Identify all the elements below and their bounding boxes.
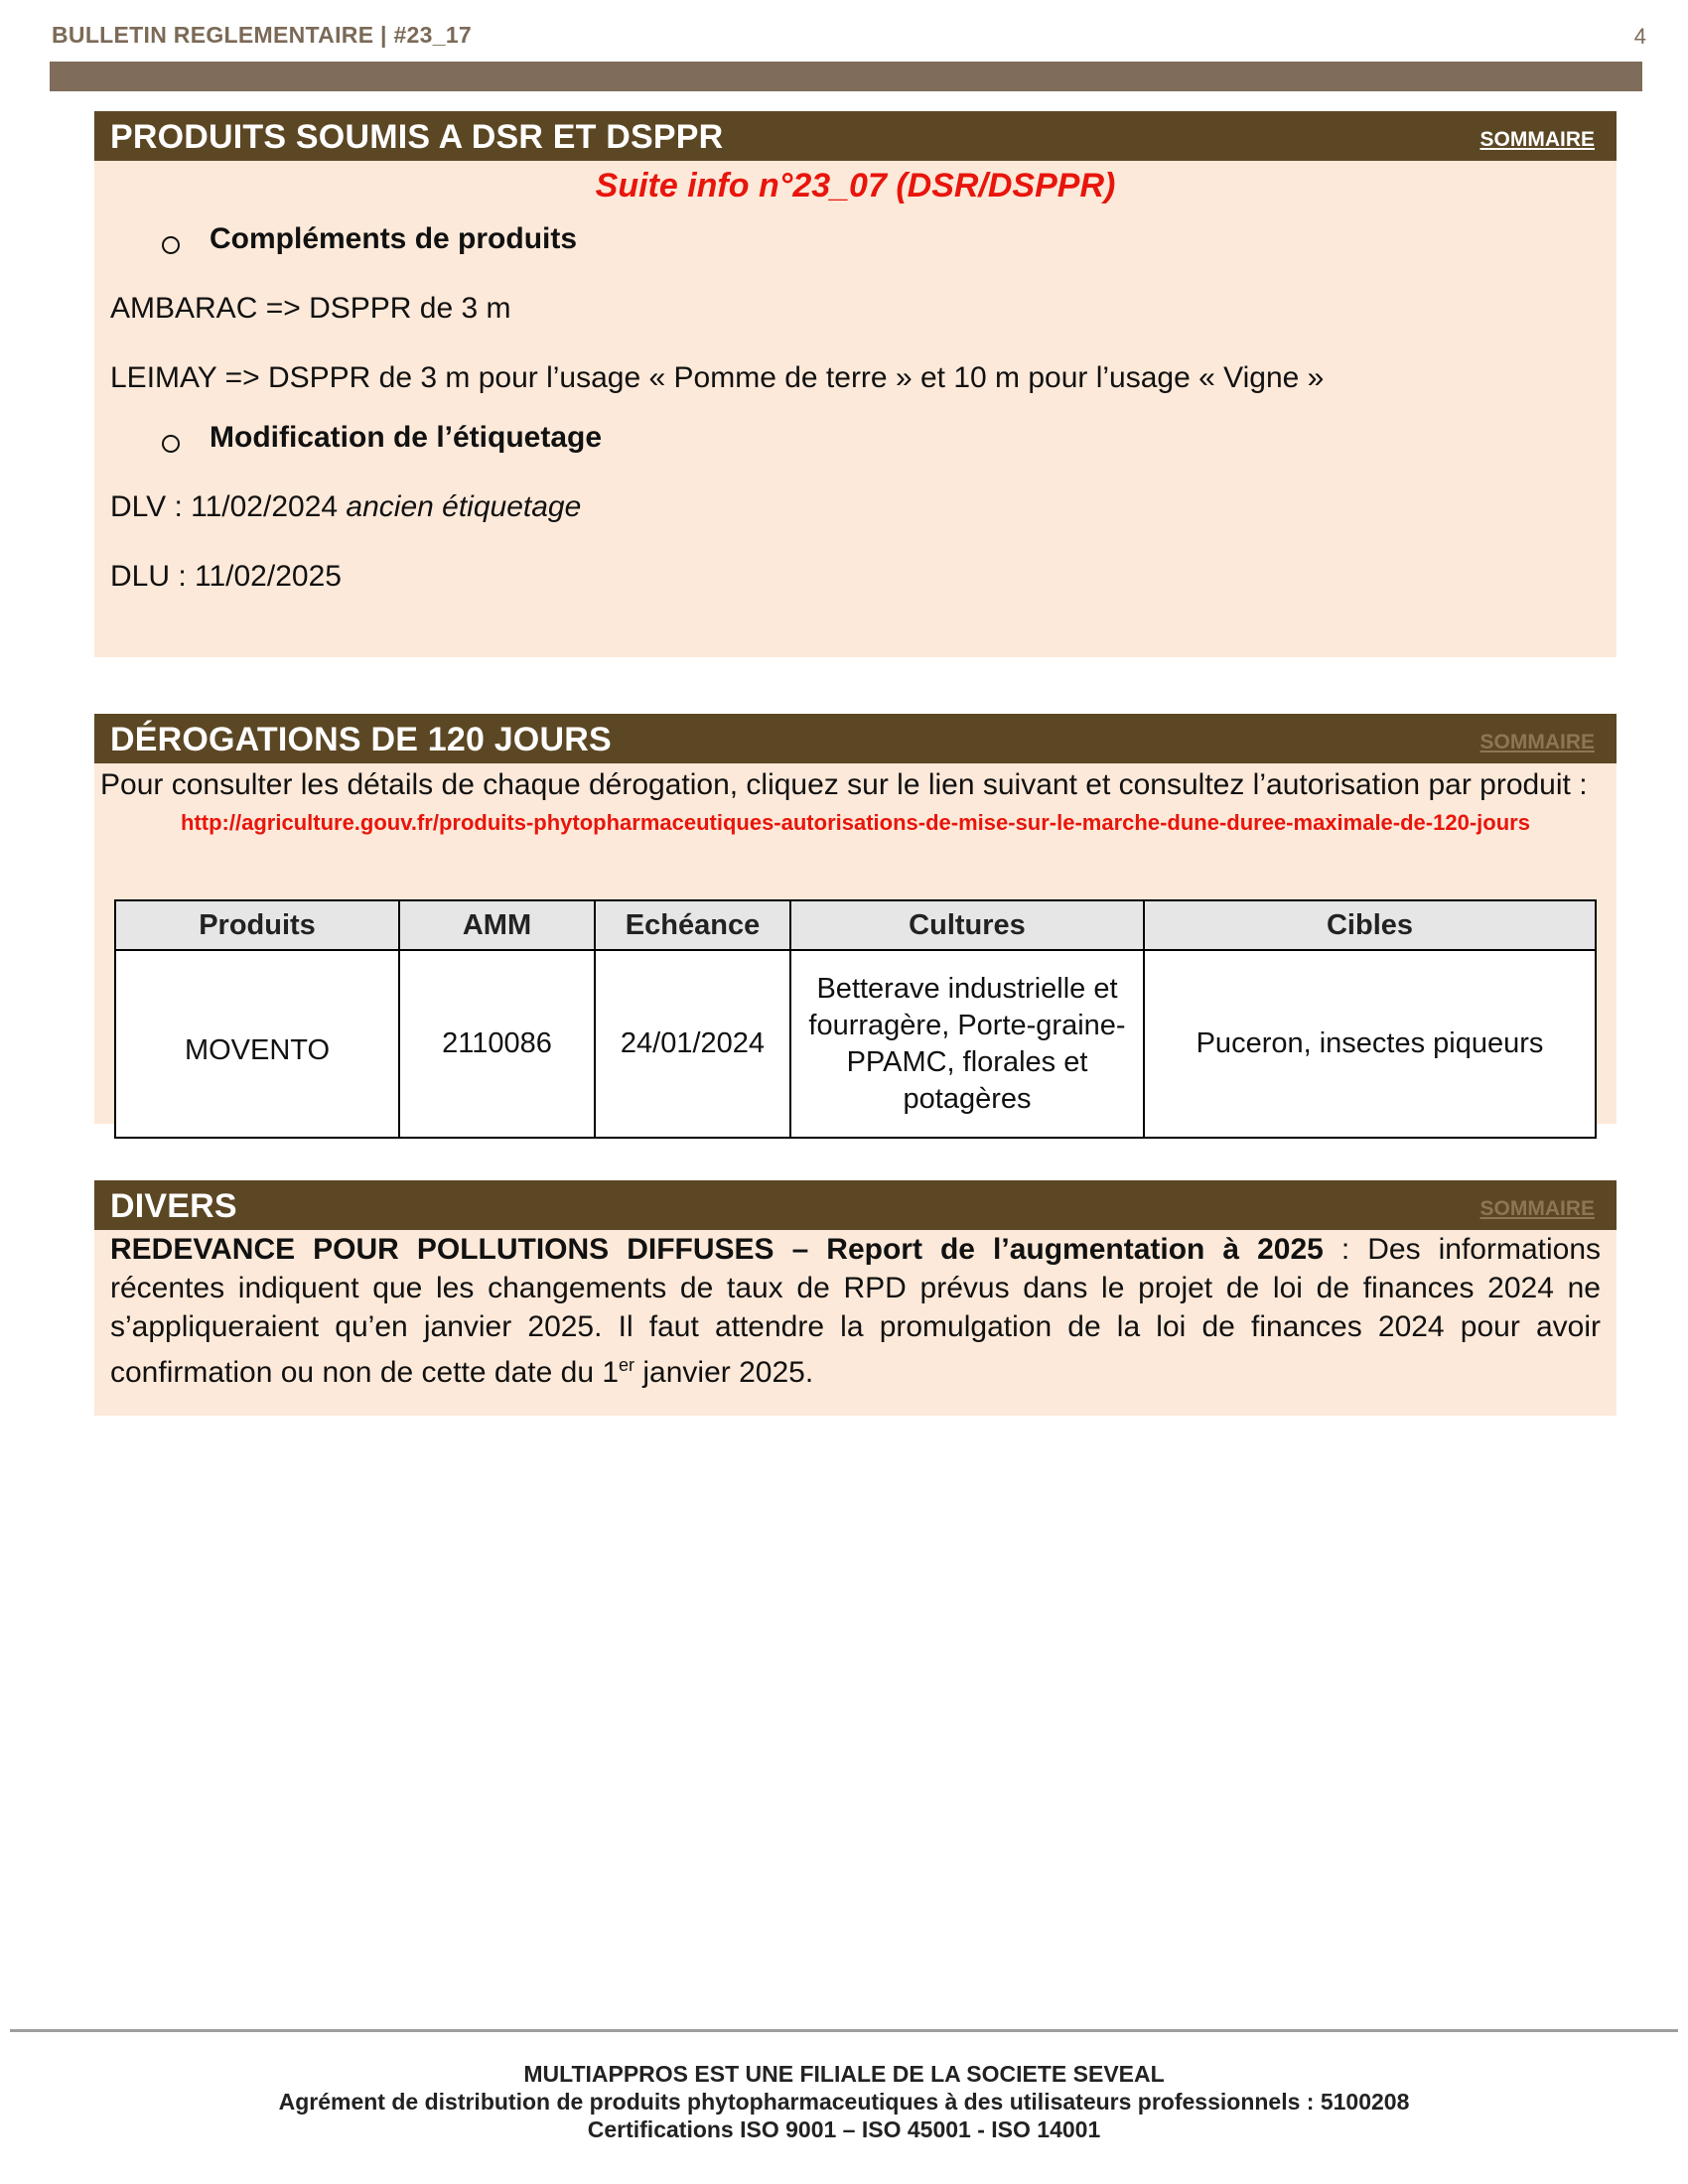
divers-body: : Des informations récentes indiquent que les changements de taux de RPD prévus dans le projet de loi de finances 2024 ne s’appliqueraient qu’en janvier 2025. Il faut attendre la promulgation de la loi de finances 2024 pour avoir confirmation ou non de cette date du 1 bbox=[110, 1233, 1602, 1389]
section-dsr-dsppr bbox=[94, 111, 1617, 657]
cell-produit: MOVENTO bbox=[115, 950, 399, 1138]
section-divers bbox=[94, 1180, 1617, 1416]
col-header-amm: AMM bbox=[399, 900, 595, 950]
cell-echeance: 24/01/2024 bbox=[595, 950, 790, 1138]
header-bar bbox=[50, 62, 1642, 91]
section-derog-title: DÉROGATIONS DE 120 JOURS bbox=[110, 721, 612, 758]
section-dsr-subtitle: Suite info n°23_07 (DSR/DSPPR) bbox=[595, 167, 1116, 205]
section-divers-title: DIVERS bbox=[110, 1187, 237, 1225]
page-number: 4 bbox=[1633, 24, 1646, 49]
col-header-cultures: Cultures bbox=[790, 900, 1144, 950]
divers-lead: REDEVANCE POUR POLLUTIONS DIFFUSES – Report de l’augmentation à 2025 bbox=[110, 1233, 1324, 1266]
circle-bullet-icon bbox=[162, 435, 180, 453]
dlu-line: DLU : 11/02/2025 bbox=[110, 560, 342, 593]
bullet-complements-label: Compléments de produits bbox=[210, 222, 578, 255]
divers-tail: janvier 2025. bbox=[634, 1356, 814, 1389]
divers-paragraph bbox=[94, 1230, 1617, 1392]
derog-intro: Pour consulter les détails de chaque dérogation, cliquez sur le lien suivant et consultez l’autorisation par produit : bbox=[100, 768, 1588, 801]
footer-line-3: Certifications ISO 9001 – ISO 45001 - ISO 14001 bbox=[587, 2116, 1101, 2142]
col-header-cibles: Cibles bbox=[1144, 900, 1596, 950]
col-header-echeance: Echéance bbox=[595, 900, 790, 950]
footer-line-1: MULTIAPPROS EST UNE FILIALE DE LA SOCIETE SEVEAL bbox=[523, 2061, 1165, 2087]
sommaire-link[interactable]: SOMMAIRE bbox=[1479, 1197, 1595, 1220]
derog-link[interactable]: http://agriculture.gouv.fr/produits-phytopharmaceutiques-autorisations-de-mise-sur-le-marche-dune-duree-maximale-de-120-jours bbox=[181, 810, 1530, 835]
footer-rule bbox=[10, 2029, 1678, 2032]
section-dsr-header bbox=[94, 111, 1617, 161]
leimay-line: LEIMAY => DSPPR de 3 m pour l’usage « Pomme de terre » et 10 m pour l’usage « Vigne » bbox=[110, 361, 1325, 394]
bulletin-header-title: BULLETIN REGLEMENTAIRE | #23_17 bbox=[52, 22, 472, 48]
derogations-table bbox=[114, 899, 1597, 1139]
divers-sup: er bbox=[619, 1355, 635, 1375]
section-derogations bbox=[94, 714, 1617, 1124]
sommaire-link[interactable]: SOMMAIRE bbox=[1479, 731, 1595, 753]
section-dsr-title: PRODUITS SOUMIS A DSR ET DSPPR bbox=[110, 118, 724, 156]
section-derog-header bbox=[94, 714, 1617, 763]
col-header-produits: Produits bbox=[115, 900, 399, 950]
dlv-note: ancien étiquetage bbox=[346, 490, 582, 523]
table-header-row bbox=[115, 900, 1596, 950]
dlv-line bbox=[94, 473, 1617, 542]
table-row bbox=[115, 950, 1596, 1138]
cell-cibles: Puceron, insectes piqueurs bbox=[1144, 950, 1596, 1138]
ambarac-line: AMBARAC => DSPPR de 3 m bbox=[110, 292, 511, 325]
bullet-etiquetage-label: Modification de l’étiquetage bbox=[210, 421, 603, 454]
dlv-date: DLV : 11/02/2024 bbox=[110, 490, 339, 523]
bullet-etiquetage bbox=[94, 413, 1617, 473]
circle-bullet-icon bbox=[162, 236, 180, 254]
footer-line-2: Agrément de distribution de produits phytopharmaceutiques à des utilisateurs professionnels : 5100208 bbox=[278, 2089, 1410, 2115]
cell-cultures: Betterave industrielle et fourragère, Porte-graine-PPAMC, florales et potagères bbox=[790, 950, 1144, 1138]
cell-amm: 2110086 bbox=[399, 950, 595, 1138]
sommaire-link[interactable]: SOMMAIRE bbox=[1479, 128, 1595, 151]
section-divers-header bbox=[94, 1180, 1617, 1230]
bullet-complements bbox=[94, 214, 1617, 274]
